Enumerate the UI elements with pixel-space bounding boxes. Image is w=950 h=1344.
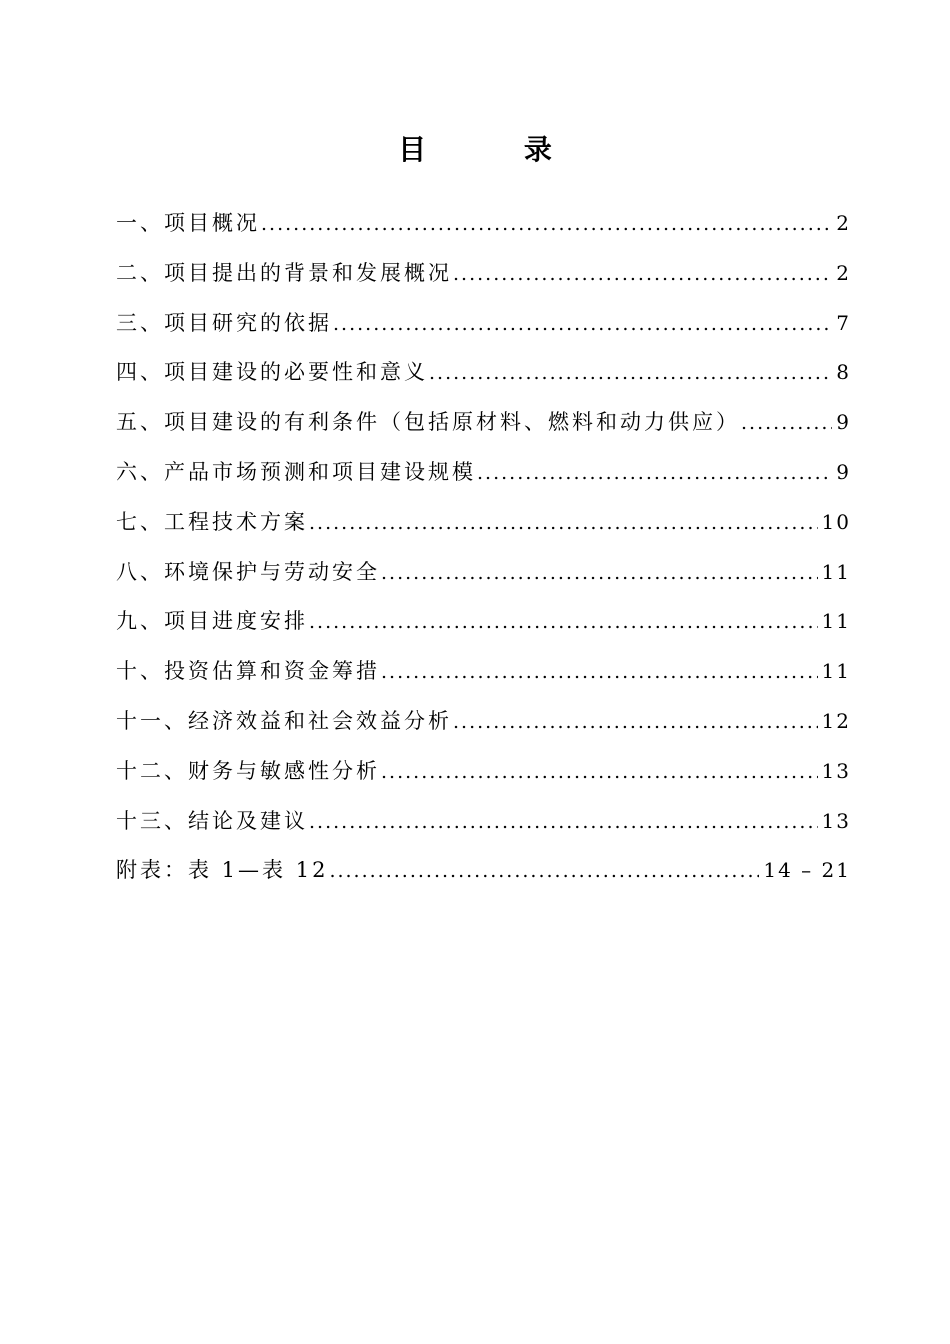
toc-dot-leader [381, 761, 818, 783]
toc-entry[interactable] [116, 705, 851, 755]
toc-entry[interactable] [116, 805, 851, 855]
toc-entry-label: 十、投资估算和资金筹措 [116, 659, 380, 684]
toc-entry-label: 八、环境保护与劳动安全 [116, 559, 380, 584]
toc-entry[interactable] [116, 556, 851, 606]
toc-entry-page: 12 [821, 708, 851, 733]
toc-dot-leader [477, 462, 832, 484]
toc-entry-page: 11 [821, 559, 851, 584]
toc-dot-leader [309, 611, 818, 633]
toc-entry[interactable] [116, 755, 851, 805]
toc-entry[interactable] [116, 207, 851, 257]
toc-entry-page: 7 [836, 310, 851, 335]
toc-entry-label: 十三、结论及建议 [116, 808, 308, 833]
toc-dot-leader [309, 811, 818, 833]
toc-entry-page: 13 [821, 808, 851, 833]
toc-entry-page: 9 [836, 459, 851, 484]
toc-entry-page: 10 [821, 509, 851, 534]
toc-entry-label: 六、产品市场预测和项目建设规模 [116, 459, 476, 484]
toc-dot-leader [261, 213, 832, 235]
toc-dot-leader [453, 711, 818, 733]
toc-entry-page: 2 [836, 260, 851, 285]
toc-entry-page: 2 [836, 211, 851, 235]
toc-entry-label: 三、项目研究的依据 [116, 310, 332, 335]
toc-entry[interactable] [116, 406, 851, 456]
toc-dot-leader [453, 263, 832, 285]
toc-entry[interactable] [116, 506, 851, 556]
toc-entry-label: 附表：表 1—表 12 [116, 858, 329, 883]
toc-dot-leader [381, 562, 818, 584]
toc-list [116, 207, 851, 904]
page-title: 目 录 [398, 133, 596, 166]
toc-entry[interactable] [116, 854, 851, 904]
toc-entry[interactable] [116, 605, 851, 655]
toc-entry-label: 一、项目概况 [116, 211, 260, 235]
toc-entry-page: 9 [836, 410, 851, 435]
toc-dot-leader [333, 313, 832, 335]
toc-entry[interactable] [116, 307, 851, 357]
toc-entry[interactable] [116, 356, 851, 406]
toc-dot-leader [309, 512, 818, 534]
toc-entry-label: 五、项目建设的有利条件（包括原材料、燃料和动力供应） [116, 410, 740, 435]
toc-entry-page: 14 – 21 [763, 858, 851, 883]
toc-entry[interactable] [116, 655, 851, 705]
toc-entry-page: 11 [821, 609, 851, 634]
toc-dot-leader [741, 412, 832, 434]
toc-entry-page: 8 [836, 360, 851, 385]
toc-dot-leader [429, 362, 832, 384]
toc-entry-label: 七、工程技术方案 [116, 509, 308, 534]
toc-entry-label: 十二、财务与敏感性分析 [116, 758, 380, 783]
toc-entry[interactable] [116, 257, 851, 307]
toc-dot-leader [381, 661, 818, 683]
toc-entry-label: 四、项目建设的必要性和意义 [116, 360, 428, 385]
toc-entry-page: 13 [821, 758, 851, 783]
toc-dot-leader [329, 860, 759, 882]
toc-entry-label: 二、项目提出的背景和发展概况 [116, 260, 452, 285]
toc-entry[interactable] [116, 456, 851, 506]
toc-entry-label: 十一、经济效益和社会效益分析 [116, 708, 452, 733]
toc-entry-page: 11 [821, 659, 851, 684]
toc-entry-label: 九、项目进度安排 [116, 609, 308, 634]
